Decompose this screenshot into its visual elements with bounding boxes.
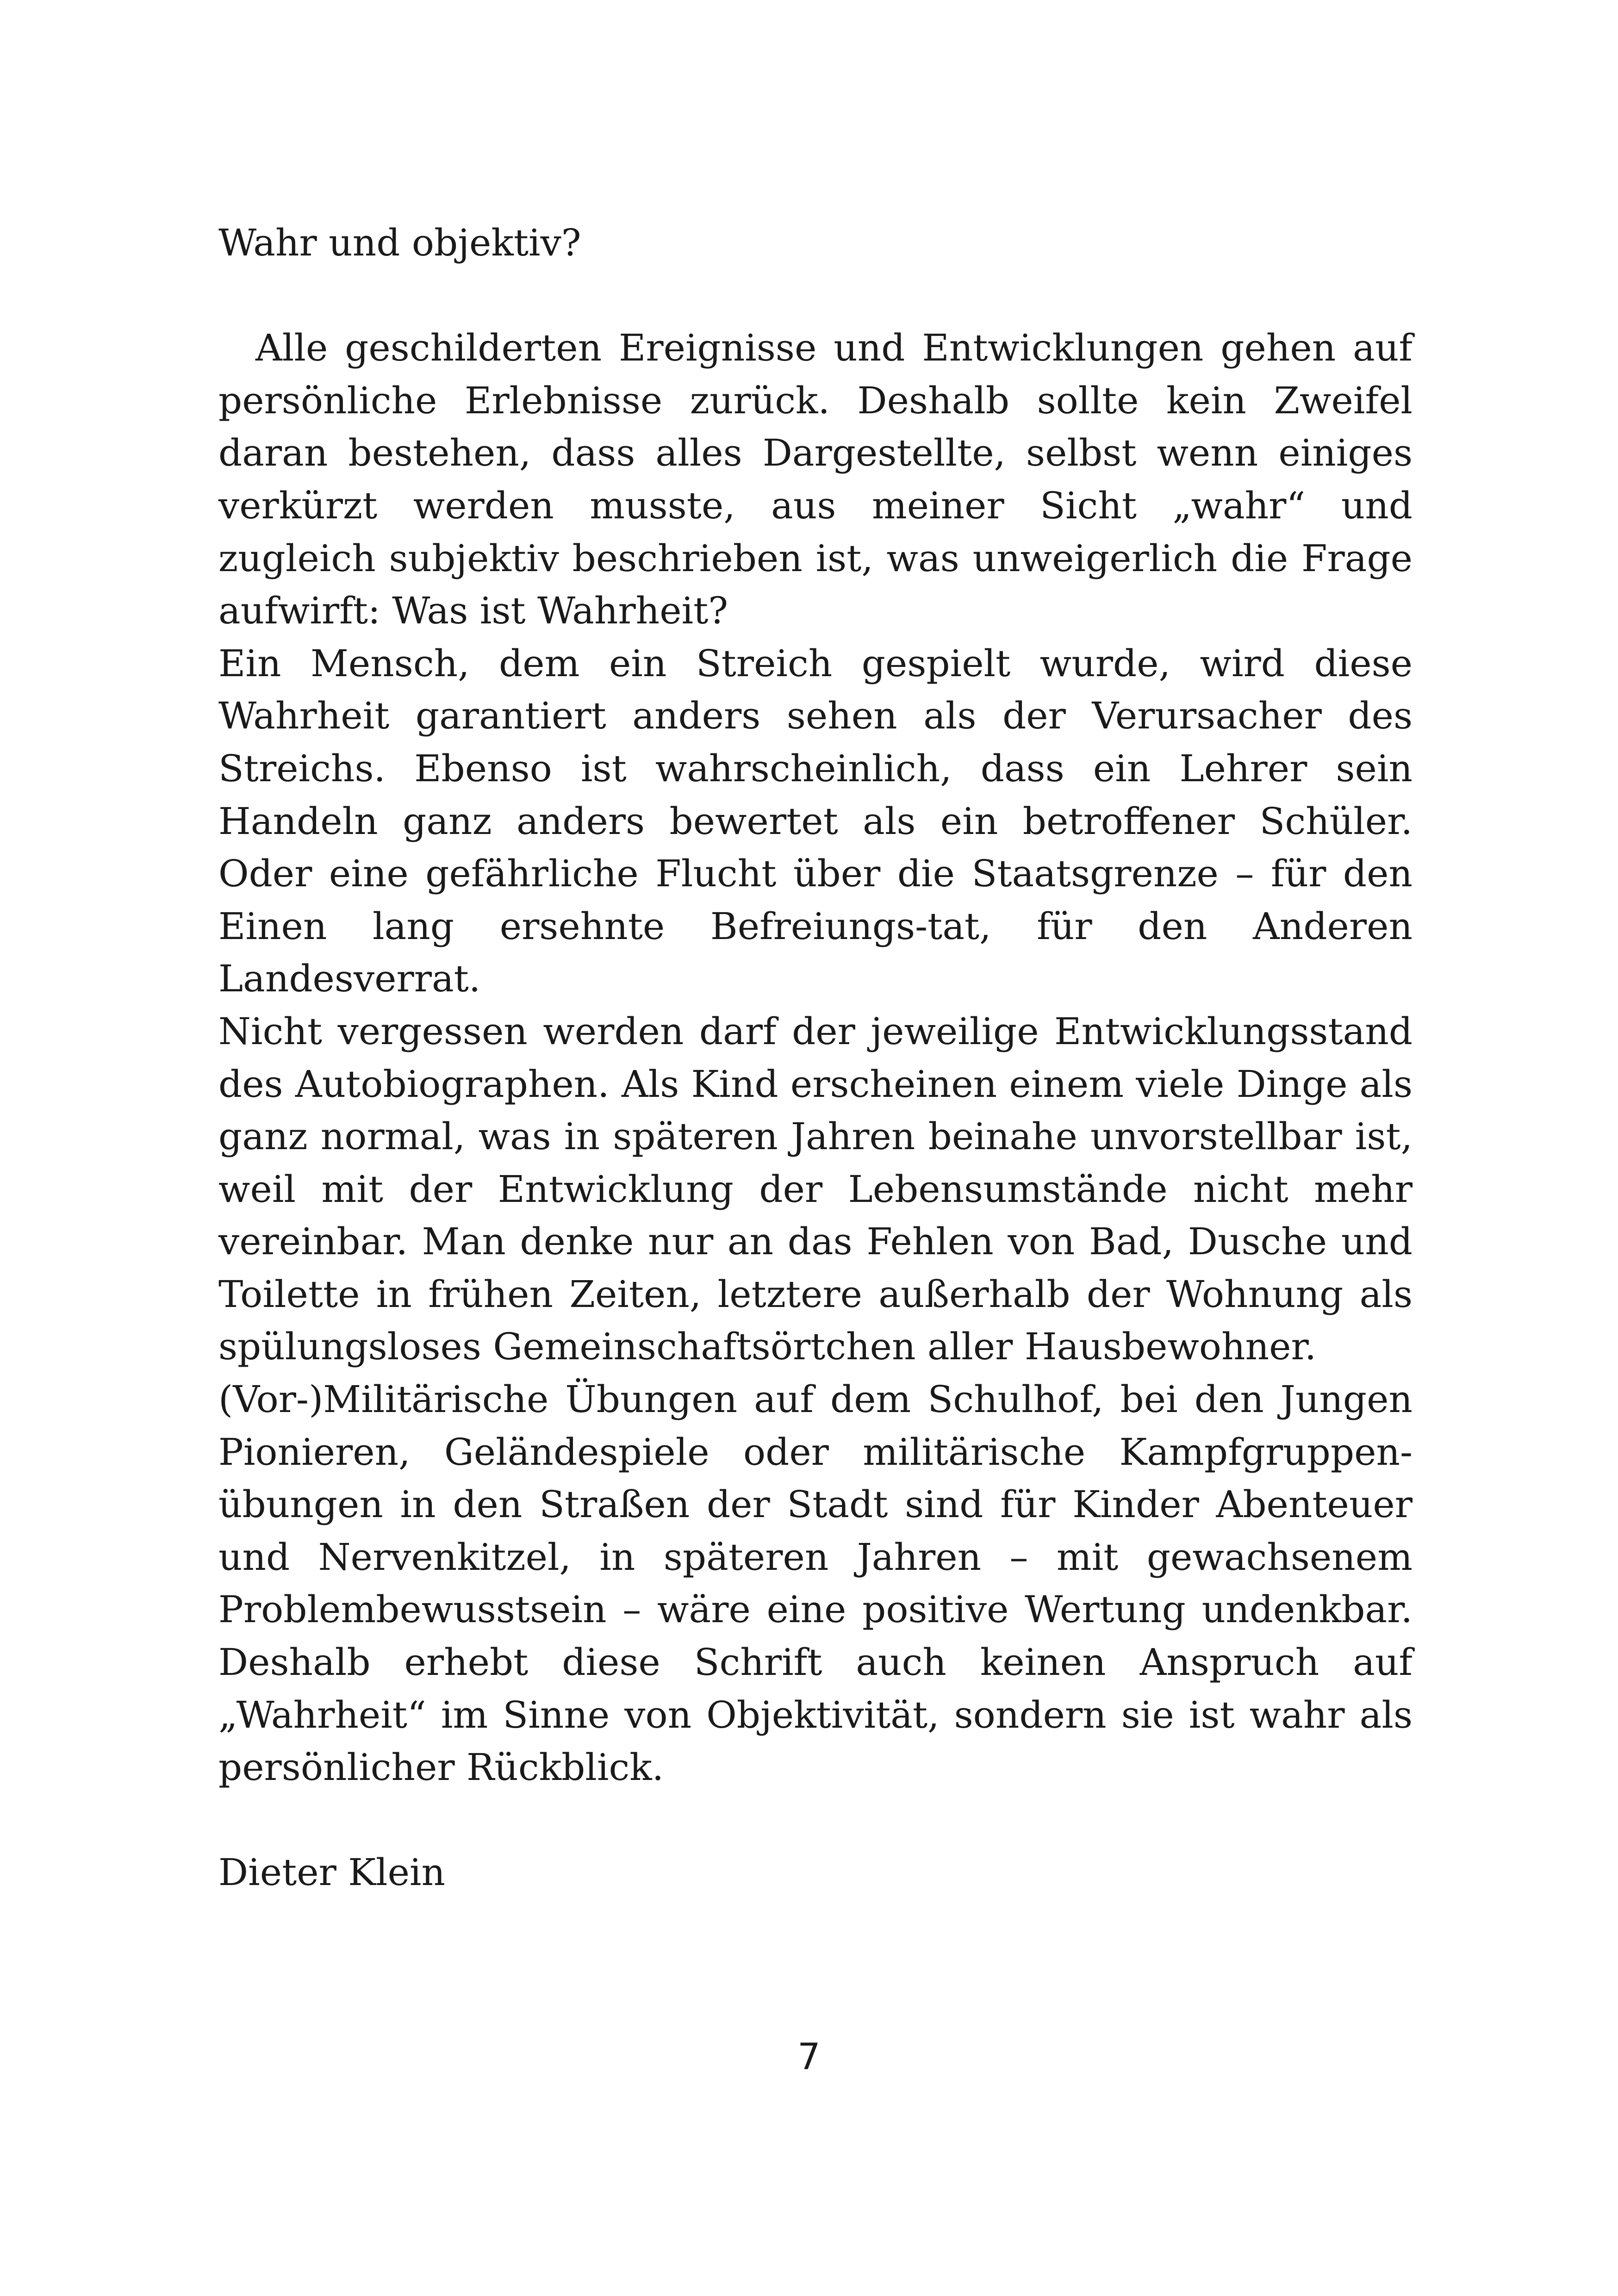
author-name: Dieter Klein <box>218 1851 446 1894</box>
spacer <box>218 269 1413 322</box>
text-block <box>218 217 1413 1899</box>
page-number: 7 <box>797 2036 821 2078</box>
paragraph-4: (Vor-)Militärische Übungen auf dem Schulhof, bei den Jungen Pionieren, Geländespiele oder militärische Kampfgruppenübungen in den Straßen der Stadt sind für Kinder Abenteuer und Nervenkitzel, in späteren Jahren – mit gewachsenem Problembewusstsein – wäre eine positive Wertung undenkbar. Deshalb erhebt diese Schrift auch keinen Anspruch auf „Wahrheit“ im Sinne von Objektivität, sondern sie ist wahr als persönlicher Rückblick. <box>218 1378 1413 1789</box>
paragraph-2: Ein Mensch, dem ein Streich gespielt wurde, wird diese Wahrheit garantiert anders sehen als der Verursacher des Streichs. Ebenso ist wahrscheinlich, dass ein Lehrer sein Handeln ganz anders bewertet als ein betroffener Schüler. Oder eine gefährliche Flucht über die Staatsgrenze – für den Einen lang ersehnte Befreiungs-tat, für den Anderen Landesverrat. <box>218 641 1413 1001</box>
paragraph-3: Nicht vergessen werden darf der jeweilige Entwicklungsstand des Autobiographen. Als Kind erscheinen einem viele Dinge als ganz normal, was in späteren Jahren beinahe unvorstellbar ist, weil mit der Entwicklung der Lebensumstände nicht mehr vereinbar. Man denke nur an das Fehlen von Bad, Dusche und Toilette in frühen Zeiten, letztere außerhalb der Wohnung als spülungsloses Gemeinschaftsörtchen aller Hausbewohner. <box>218 1009 1413 1369</box>
paragraph-1: Alle geschilderten Ereignisse und Entwicklungen gehen auf persönliche Erlebnisse zurück. Deshalb sollte kein Zweifel daran bestehen, dass alles Dargestellte, selbst wenn einiges verkürzt werden musste, aus meiner Sicht „wahr“ und zugleich subjektiv beschrieben ist, was unweigerlich die Frage aufwirft: Was ist Wahrheit? <box>218 326 1413 633</box>
spacer <box>218 1794 1413 1847</box>
page-title: Wahr und objektiv? <box>218 221 581 264</box>
